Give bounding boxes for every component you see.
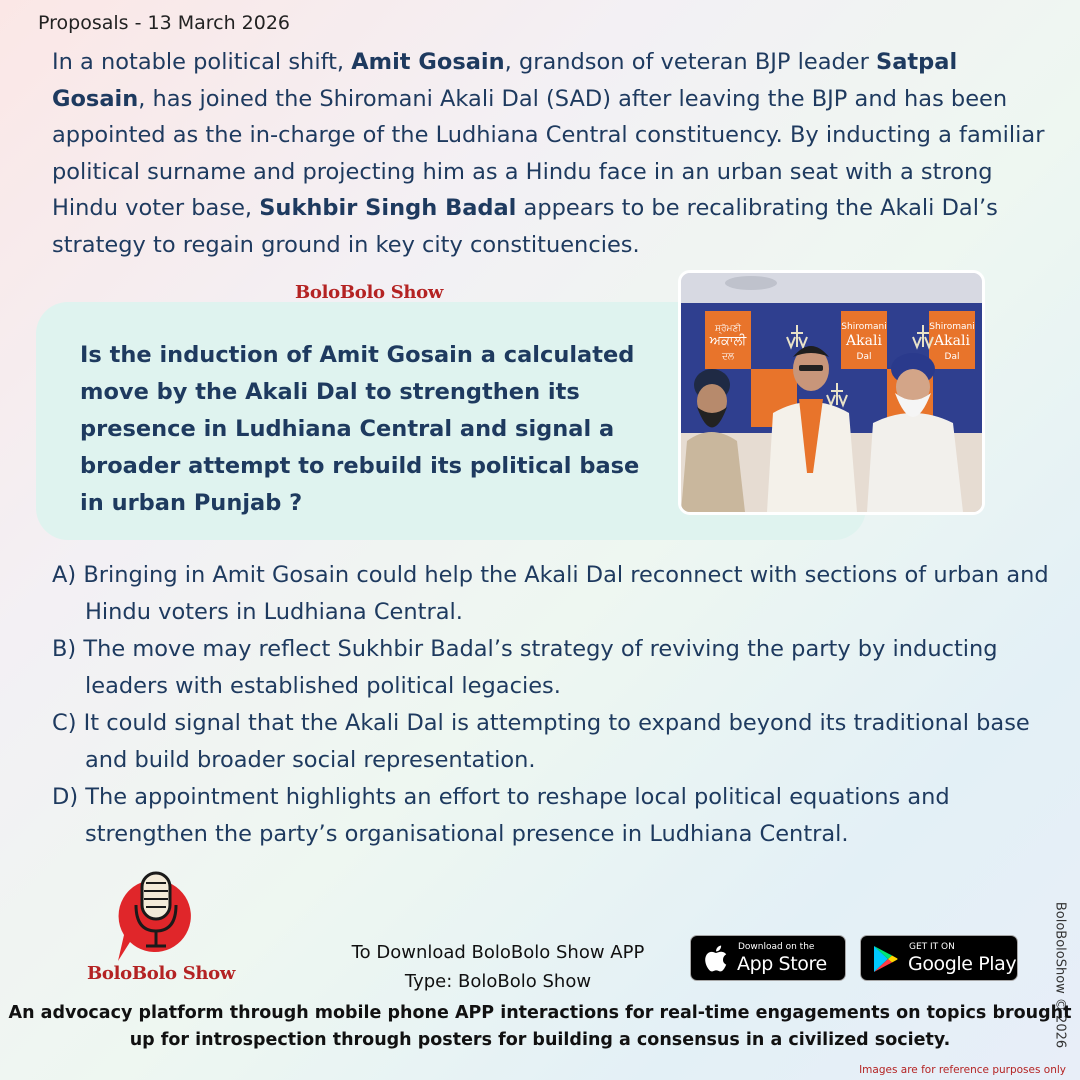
option-c[interactable] [52,705,1062,779]
option-label: D) [52,784,79,810]
banner-text-line-1: ਸ਼੍ਰੋਮਣੀ [714,324,742,334]
option-text: The move may reflect Sukhbir Badal’s strategy of reviving the party by inducting leaders with established political legacies. [83,636,998,699]
logo-wordmark: BoloBolo Show [87,963,236,984]
news-photo [678,270,985,515]
question-text: Is the induction of Amit Gosain a calculated move by the Akali Dal to strengthen its presence in Ludhiana Central and signal a broader attempt to rebuild its political base in urban Punjab ? [80,342,640,516]
intro-text-segment: appears to be recalibrating the Akali Dal’s strategy to regain ground in key city constituencies. [52,195,998,258]
banner-english-line-1: Shiromani [841,322,887,332]
banner-english-line-1b: Shiromani [929,322,975,332]
intro-paragraph [52,44,1052,263]
download-line-2: Type: BoloBolo Show [404,971,592,992]
banner-english-line-3b: Dal [944,352,960,362]
option-a[interactable] [52,557,1062,631]
app-store-small-text: Download on the [738,942,815,952]
option-d[interactable] [52,779,1062,853]
google-play-icon [870,944,900,974]
microphone-speech-bubble-icon [96,865,206,975]
download-instructions [320,938,676,996]
apple-icon [701,944,729,974]
google-play-big-text: Google Play [908,953,1017,975]
banner-english-line-2b: Akali [934,333,970,349]
banner-text-line-3: ਦਲ [721,352,735,362]
app-store-big-text: App Store [737,953,827,975]
option-text: Bringing in Amit Gosain could help the Akali Dal reconnect with sections of urban and Hindu voters in Ludhiana Central. [83,562,1049,625]
banner-text-line-2: ਅਕਾਲੀ [709,334,747,349]
mission-statement: An advocacy platform through mobile phone APP interactions for real-time engagements on topics brought up for introspection through posters for building a consensus in a civilized society. [8,1003,1072,1050]
brand-wordmark: BoloBolo Show [295,282,444,303]
intro-text-segment: , grandson of veteran BJP leader [504,49,877,75]
option-text: It could signal that the Akali Dal is attempting to expand beyond its traditional base and build broader social representation. [83,710,1030,773]
banner-english-line-2: Akali [846,333,882,349]
intro-text-segment: , has joined the Shiromani Akali Dal (SAD) after leaving the BJP and has been appointed as the in-charge of the Ludhiana Central constituency. By inducting a familiar political surname and projecting him as a Hindu face in an urban seat with a strong Hindu voter base, [52,85,1045,221]
google-play-small-text: GET IT ON [909,942,955,952]
option-label: C) [52,710,77,736]
image-disclaimer: Images are for reference purposes only [859,1064,1066,1076]
option-text: The appointment highlights an effort to reshape local political equations and strengthen the party’s organisational presence in Ludhiana Central. [85,784,950,847]
intro-highlight-name: Sukhbir Singh Badal [259,195,517,221]
app-store-button[interactable] [690,935,846,981]
download-line-1: To Download BoloBolo Show APP [351,942,645,963]
copyright-vertical: BoloBoloShow © 2026 [1052,901,1068,1049]
date-line: Proposals - 13 March 2026 [38,12,291,34]
intro-text-segment: In a notable political shift, [52,49,352,75]
banner-english-line-3: Dal [856,352,872,362]
google-play-button[interactable] [860,935,1018,981]
option-label: B) [52,636,77,662]
option-label: A) [52,562,77,588]
intro-highlight-name: Satpal Gosain [52,49,958,112]
options-list [52,557,1062,853]
option-b[interactable] [52,631,1062,705]
intro-highlight-name: Amit Gosain [351,49,505,75]
